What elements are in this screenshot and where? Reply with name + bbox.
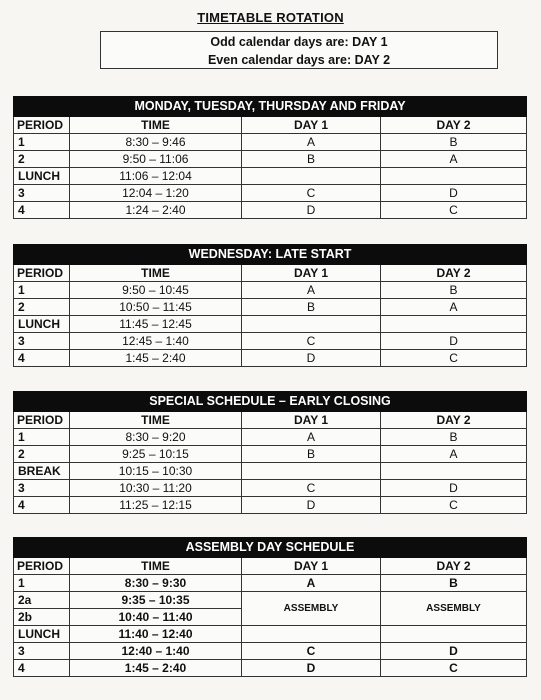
schedule-table-regular — [13, 96, 527, 219]
day2-cell: B — [381, 429, 527, 446]
table-row — [14, 350, 527, 367]
day1-cell: B — [242, 299, 381, 316]
day2-header: DAY 2 — [381, 265, 527, 282]
time-cell: 9:25 – 10:15 — [70, 446, 242, 463]
time-cell: 11:45 – 12:45 — [70, 316, 242, 333]
day2-cell: B — [381, 134, 527, 151]
time-cell: 11:25 – 12:15 — [70, 497, 242, 514]
table-row — [14, 446, 527, 463]
table-row — [14, 316, 527, 333]
day1-header: DAY 1 — [242, 412, 381, 429]
period-cell: 2 — [14, 446, 70, 463]
table-row — [14, 333, 527, 350]
time-cell: 10:40 – 11:40 — [70, 609, 242, 626]
day1-cell: D — [242, 660, 381, 677]
day2-cell: D — [381, 480, 527, 497]
day1-cell: B — [242, 151, 381, 168]
period-cell: LUNCH — [14, 626, 70, 643]
day1-cell: D — [242, 350, 381, 367]
day2-header: DAY 2 — [381, 412, 527, 429]
table-row — [14, 660, 527, 677]
day2-cell: C — [381, 660, 527, 677]
day2-cell: C — [381, 350, 527, 367]
period-header: PERIOD — [14, 412, 70, 429]
time-cell: 10:15 – 10:30 — [70, 463, 242, 480]
period-cell: 3 — [14, 185, 70, 202]
day2-cell: D — [381, 185, 527, 202]
period-cell: LUNCH — [14, 316, 70, 333]
day1-cell: C — [242, 185, 381, 202]
day2-cell: A — [381, 446, 527, 463]
day2-cell: B — [381, 575, 527, 592]
time-cell: 9:50 – 11:06 — [70, 151, 242, 168]
day1-header: DAY 1 — [242, 117, 381, 134]
schedule-table-assembly — [13, 537, 527, 677]
table-row — [14, 592, 527, 609]
period-cell: 1 — [14, 575, 70, 592]
period-header: PERIOD — [14, 558, 70, 575]
assembly-day2-cell: ASSEMBLY — [381, 592, 527, 626]
day1-cell: C — [242, 480, 381, 497]
time-header: TIME — [70, 265, 242, 282]
table-row — [14, 575, 527, 592]
period-cell: BREAK — [14, 463, 70, 480]
day1-cell: A — [242, 134, 381, 151]
day1-cell: C — [242, 643, 381, 660]
period-cell: 2 — [14, 151, 70, 168]
schedule-table-late-start — [13, 244, 527, 367]
day1-cell — [242, 626, 381, 643]
time-cell: 12:40 – 1:40 — [70, 643, 242, 660]
period-cell: 1 — [14, 134, 70, 151]
day1-cell: A — [242, 282, 381, 299]
day1-cell: D — [242, 497, 381, 514]
day2-cell: B — [381, 282, 527, 299]
schedule-title: SPECIAL SCHEDULE – EARLY CLOSING — [14, 392, 527, 412]
day1-cell: B — [242, 446, 381, 463]
table-row — [14, 299, 527, 316]
day2-cell — [381, 626, 527, 643]
day2-cell: A — [381, 151, 527, 168]
table-row — [14, 202, 527, 219]
day2-cell — [381, 463, 527, 480]
period-cell: 4 — [14, 350, 70, 367]
time-header: TIME — [70, 412, 242, 429]
table-row — [14, 151, 527, 168]
time-cell: 11:40 – 12:40 — [70, 626, 242, 643]
table-row — [14, 497, 527, 514]
period-header: PERIOD — [14, 265, 70, 282]
day1-cell: C — [242, 333, 381, 350]
day1-header: DAY 1 — [242, 558, 381, 575]
time-header: TIME — [70, 558, 242, 575]
table-row — [14, 282, 527, 299]
period-cell: 3 — [14, 643, 70, 660]
time-cell: 8:30 – 9:30 — [70, 575, 242, 592]
day2-cell: C — [381, 497, 527, 514]
day1-cell: A — [242, 429, 381, 446]
time-header: TIME — [70, 117, 242, 134]
time-cell: 11:06 – 12:04 — [70, 168, 242, 185]
day2-cell: D — [381, 333, 527, 350]
time-cell: 1:24 – 2:40 — [70, 202, 242, 219]
period-cell: 2 — [14, 299, 70, 316]
table-row — [14, 134, 527, 151]
odd-days-rule: Odd calendar days are: DAY 1 — [210, 35, 388, 49]
time-cell: 12:04 – 1:20 — [70, 185, 242, 202]
assembly-day1-cell: ASSEMBLY — [242, 592, 381, 626]
table-row — [14, 429, 527, 446]
day1-cell — [242, 463, 381, 480]
day1-cell: A — [242, 575, 381, 592]
day1-cell — [242, 168, 381, 185]
time-cell: 10:50 – 11:45 — [70, 299, 242, 316]
day1-cell: D — [242, 202, 381, 219]
period-cell: 2b — [14, 609, 70, 626]
rotation-rule-box — [100, 31, 498, 69]
day2-cell: C — [381, 202, 527, 219]
period-cell: 2a — [14, 592, 70, 609]
time-cell: 10:30 – 11:20 — [70, 480, 242, 497]
period-cell: 1 — [14, 282, 70, 299]
table-row — [14, 480, 527, 497]
day2-cell — [381, 168, 527, 185]
schedule-table-early-closing — [13, 391, 527, 514]
period-cell: 4 — [14, 202, 70, 219]
period-header: PERIOD — [14, 117, 70, 134]
schedule-title: WEDNESDAY: LATE START — [14, 245, 527, 265]
time-cell: 9:35 – 10:35 — [70, 592, 242, 609]
schedule-title: MONDAY, TUESDAY, THURSDAY AND FRIDAY — [14, 97, 527, 117]
period-cell: 4 — [14, 497, 70, 514]
time-cell: 8:30 – 9:46 — [70, 134, 242, 151]
period-cell: LUNCH — [14, 168, 70, 185]
day1-header: DAY 1 — [242, 265, 381, 282]
period-cell: 3 — [14, 480, 70, 497]
table-row — [14, 185, 527, 202]
period-cell: 3 — [14, 333, 70, 350]
day2-cell: A — [381, 299, 527, 316]
table-row — [14, 463, 527, 480]
time-cell: 12:45 – 1:40 — [70, 333, 242, 350]
day2-cell: D — [381, 643, 527, 660]
table-row — [14, 643, 527, 660]
table-row — [14, 168, 527, 185]
time-cell: 9:50 – 10:45 — [70, 282, 242, 299]
time-cell: 8:30 – 9:20 — [70, 429, 242, 446]
day2-cell — [381, 316, 527, 333]
page-title: TIMETABLE ROTATION — [197, 10, 344, 25]
day2-header: DAY 2 — [381, 558, 527, 575]
period-cell: 4 — [14, 660, 70, 677]
period-cell: 1 — [14, 429, 70, 446]
table-row — [14, 626, 527, 643]
schedule-title: ASSEMBLY DAY SCHEDULE — [14, 538, 527, 558]
even-days-rule: Even calendar days are: DAY 2 — [207, 53, 391, 67]
day2-header: DAY 2 — [381, 117, 527, 134]
time-cell: 1:45 – 2:40 — [70, 660, 242, 677]
day1-cell — [242, 316, 381, 333]
time-cell: 1:45 – 2:40 — [70, 350, 242, 367]
